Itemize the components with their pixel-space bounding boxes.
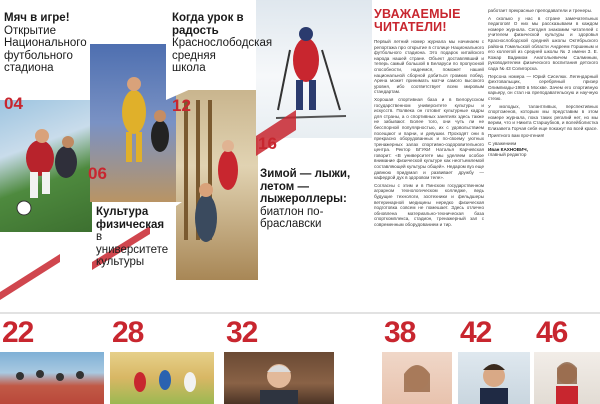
page-link-22[interactable]: 22 <box>2 316 34 349</box>
portrait-young-woman-photo[interactable] <box>382 352 452 404</box>
story-2-page: 06 <box>88 164 107 183</box>
story-4-title[interactable] <box>260 168 360 231</box>
page-link-46[interactable]: 46 <box>536 316 568 349</box>
editorial-paragraph: Хорошая спортивная база и в Белорусском государственном университете культуры и искусств. Полвека он готовит культурные кадры для страны, а о спортивных занятиях здесь также не забывают. Более того, они чуть ли не бесспорной популярностью, их с удовольствием посещают и парни, и девушки. Проходят они в прекрасно оборудованных и по-своему уютных тренажерных залах спортивно-оздоровительного центра. Ректор БГУКИ Наталья Карчевская говорит: «В университете мы уделяем особое внимание физической культуре как неотъемлемой составляющей культуры общей». Недаром вуз еще давнюю придумал и развивает дружбу — кафедрой дух в здоровом теле». <box>374 96 484 181</box>
page-link-28[interactable]: 28 <box>112 316 144 349</box>
page-link-32[interactable]: 32 <box>226 316 258 349</box>
editor-role: главный редактор <box>488 152 527 158</box>
story-collage <box>0 0 372 312</box>
editorial-paragraph: Согласны с этим и в Пинском государственном аграрном технологическом колледже, ведь будущие технологи, зоотехники и фельдшеры ветеринарной медицины нередко физическая подготовка совсем не помешает. Здесь отлично обновлена материально-техническая база спорткомплекса, стадион, тренажерный зал с современным оборудованием и тир. <box>374 182 484 227</box>
editorial-regards: С уважением <box>488 141 517 147</box>
editorial-closing: Приятного вам прочтения! <box>488 133 545 139</box>
story-2-heading: Культура физическая <box>96 206 165 231</box>
story-3-title[interactable] <box>172 12 273 75</box>
running-track-photo[interactable] <box>0 352 104 404</box>
story-1-heading: Мяч в игре! <box>4 12 70 24</box>
editorial-paragraph: У молодых, талантливых, перспективных спортсменов, которым мы представим в этом номере журнала, пока таких регалий нет, но мы верим, что и Никита Старшубков, и волейболистка Елизавета Горчая себя еще покажут во всей красе. <box>488 103 598 131</box>
editorial-paragraph: Первый летний номер журнала мы начинаем с репортажа про открытие в столице Национального футбольного стадиона. Это подарок китайского народа нашей стране. Объект доставлявший и теперь самый большой в Беларуси по пропускной способности, надеемся, поможет нашей национальной сборной добиться громких побед. Арена может принимать матчи самого высокого уровня, ибо соответствует всем мировым стандартам. <box>374 39 484 95</box>
editorial-paragraph: работает прекрасные преподаватели и тренеры. <box>488 8 593 13</box>
page-link-38[interactable]: 38 <box>384 316 416 349</box>
editorial-paragraph: А сколько у нас в стране замечательных педагогов! О них мы рассказываем в каждом номере журнала. Сегодня знакомим читателей с учителем физической культуры и здоровья Краснослободской средней школы Октябрьского района Гомельской области Андреем Горшиным и его коллегой из средней школы № 2 имени З. Е. Кожар Вадимом Анатольевичем Салминым, руководителем физического воспитания детского сада № 43 Солигорска. <box>488 15 598 71</box>
story-4-subtitle: биатлон по-браславски <box>260 205 324 230</box>
editorial-column-1 <box>374 8 484 230</box>
story-2-subtitle: в университете культуры <box>96 231 169 268</box>
kids-gym-photo[interactable] <box>110 352 214 404</box>
editorial-letter <box>374 8 600 308</box>
editorial-column-2 <box>488 8 598 160</box>
editorial-heading: УВАЖАЕМЫЕ ЧИТАТЕЛИ! <box>374 8 461 34</box>
portrait-young-man-photo[interactable] <box>458 352 530 404</box>
editor-name: Иван КАХНОВИЧ, <box>488 146 528 152</box>
story-3-heading: Когда урок в радость <box>172 12 244 37</box>
story-4-heading: Зимой — лыжи, летом — лыжероллеры: <box>260 168 351 205</box>
story-2-title[interactable] <box>96 206 176 269</box>
portrait-elderly-man-photo[interactable] <box>224 352 334 404</box>
story-3-page: 12 <box>172 96 191 115</box>
story-1-page: 04 <box>4 94 23 113</box>
story-4-page: 16 <box>258 134 277 153</box>
volleyball-player-photo[interactable] <box>534 352 600 404</box>
bottom-page-strip <box>0 312 600 404</box>
page-link-42[interactable]: 42 <box>460 316 492 349</box>
strip-divider <box>0 312 600 314</box>
story-3-subtitle: Краснослободская средняя школа <box>172 37 273 74</box>
story-1-subtitle: Открытие Национального футбольного стадиона <box>4 24 87 74</box>
story-1-title[interactable] <box>4 12 86 75</box>
editorial-paragraph: Персона номера — Юрий Сиселюк. Легендарный фехтовальщик, серебряный призер Олимпиады-1980 в Москве. Зачем его спортивную карьеру, он стал на преподавательскую и научную стезю. <box>488 73 598 101</box>
